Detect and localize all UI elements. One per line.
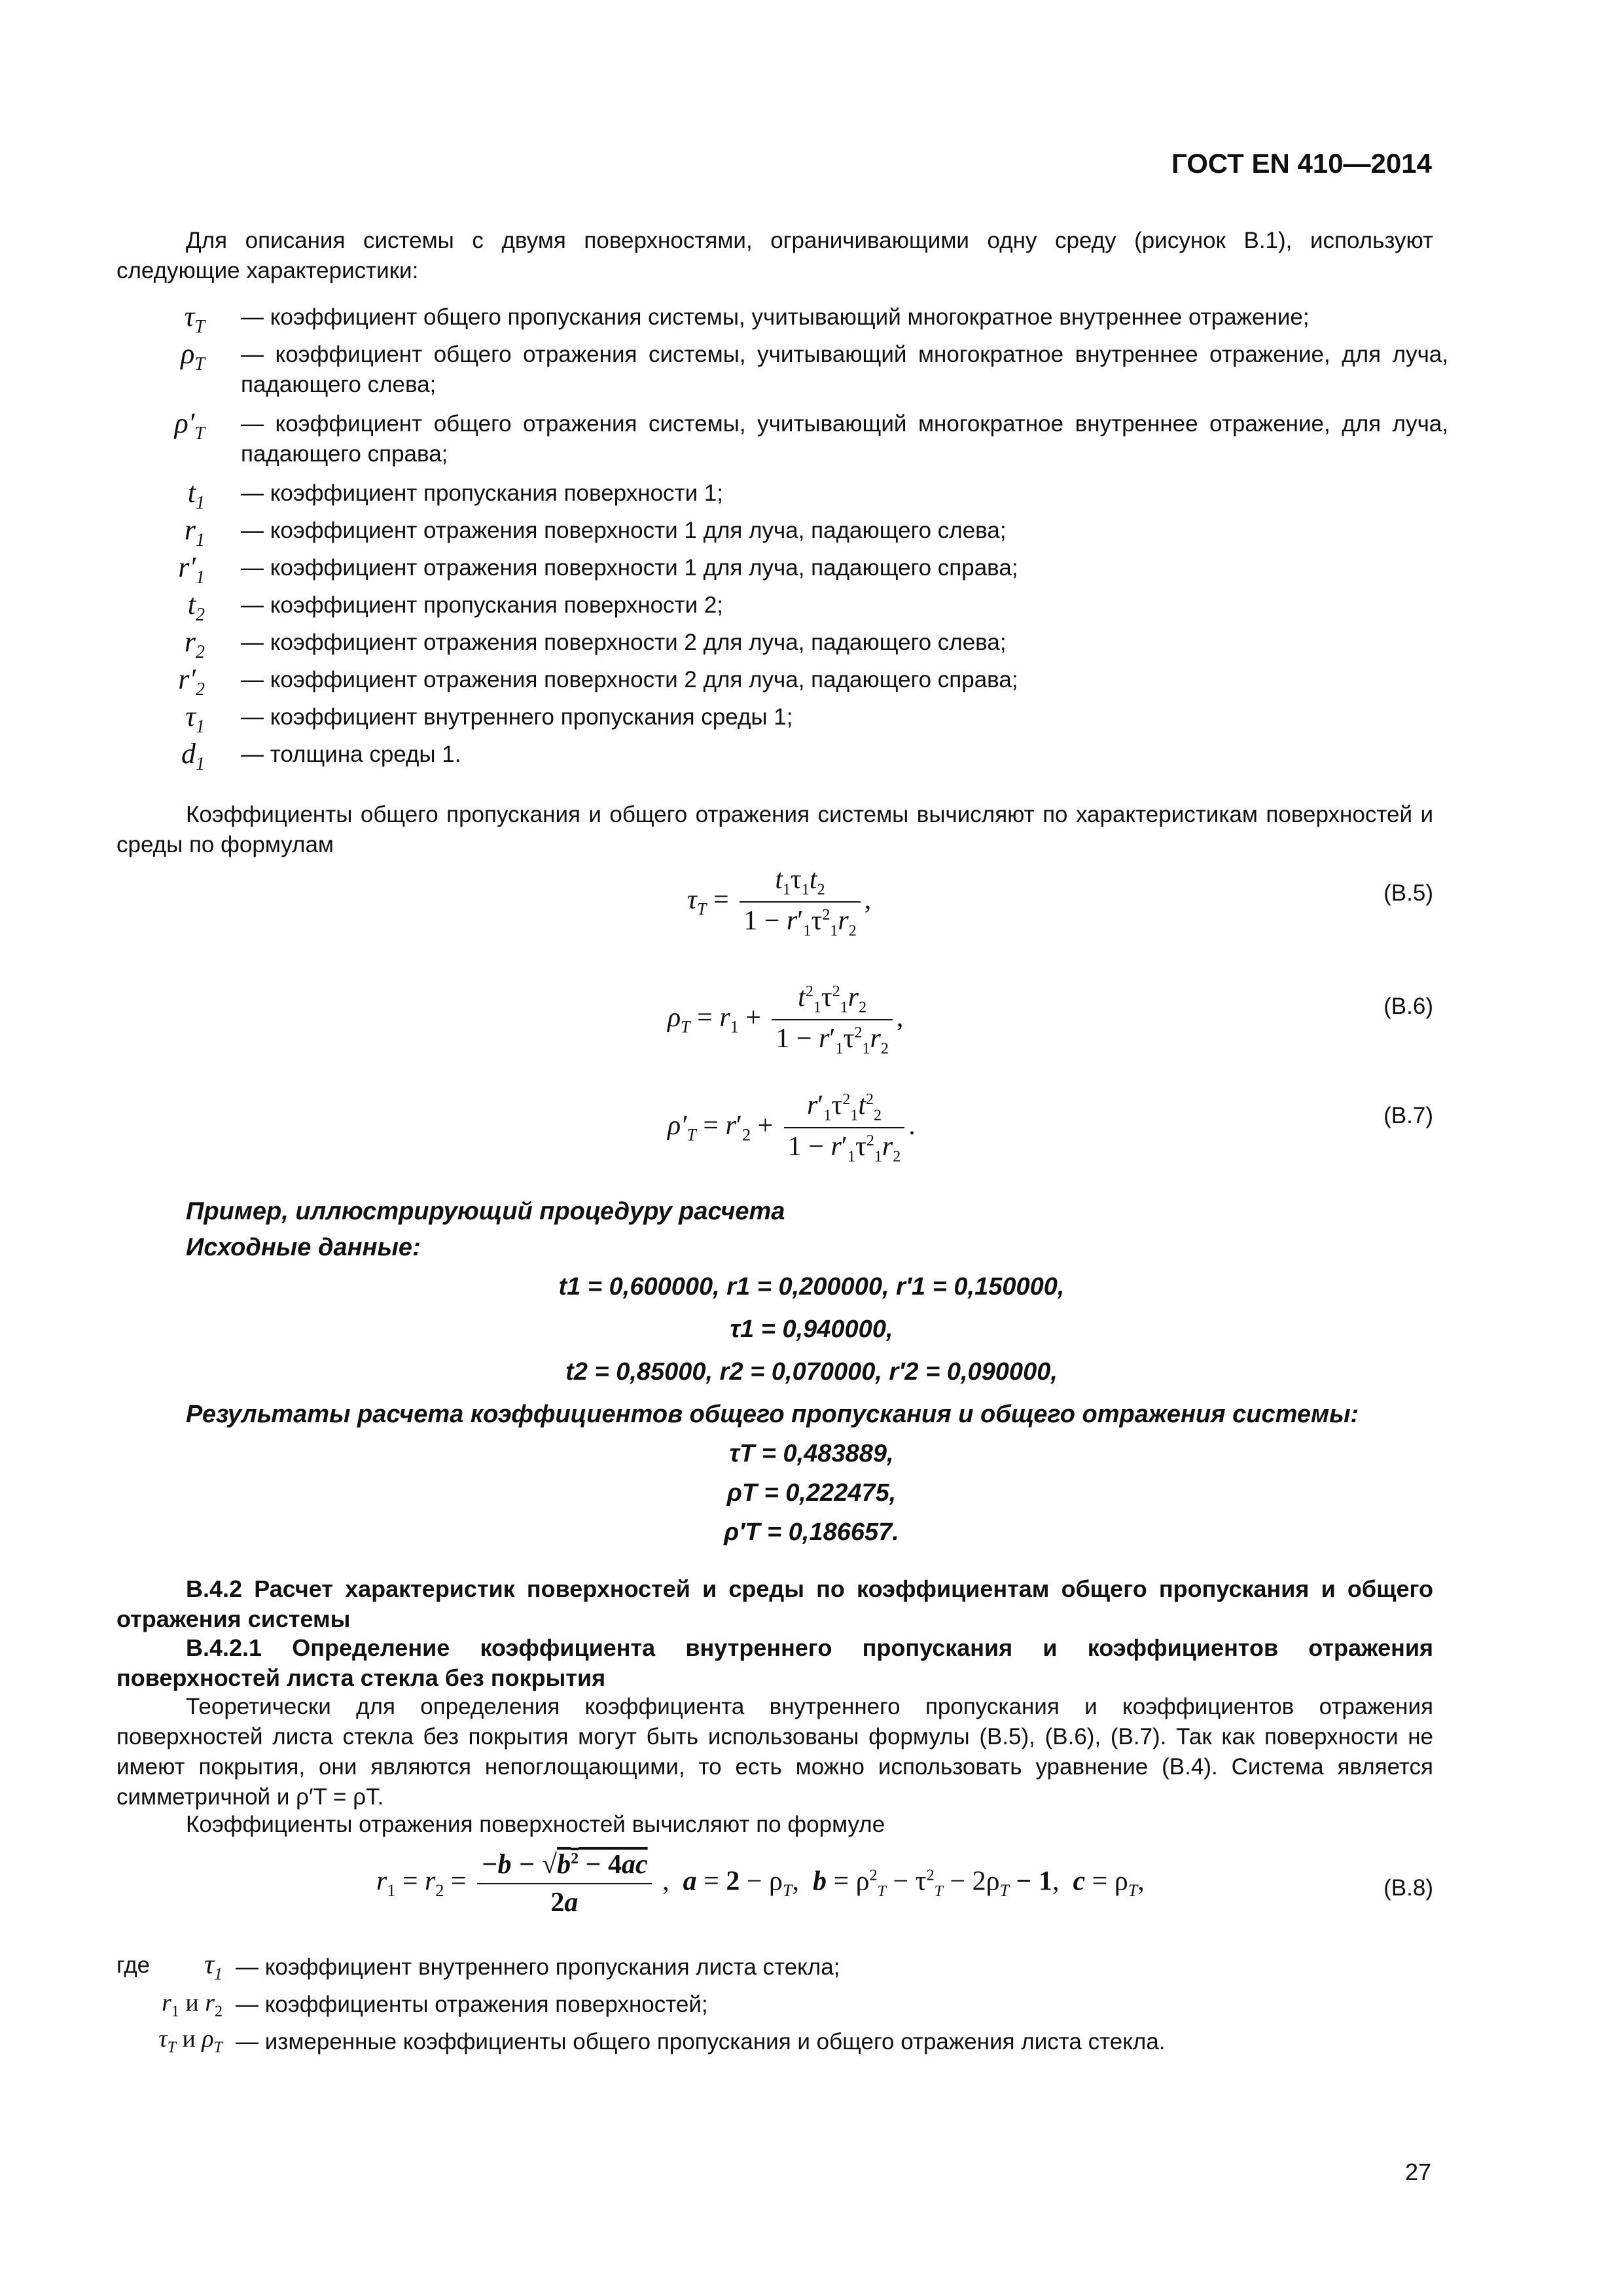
example-input-line: τ1 = 0,940000, [730,1316,893,1343]
section-heading-b42: В.4.2 Расчет характеристик поверхностей и среды по коэффициентам общего пропускания и общего отражения системы [116,1575,1433,1632]
example-input-line: t1 = 0,600000, r1 = 0,200000, r′1 = 0,150000, [558,1273,1065,1300]
def-symbol: $t_1$ [187,476,205,513]
def-symbol: $r'_2$ [178,663,205,700]
def-symbol: $r_1$ [184,514,205,550]
page-number: 27 [1404,2159,1431,2185]
def-symbol: $\rho'_T$ [174,407,205,444]
def-text: — коэффициент общего отражения системы, учитывающий многократное внутреннее отражение, для луча, падающего слева; [241,342,1448,397]
reflection-intro: Коэффициенты отражения поверхностей вычисляют по формуле [186,1812,885,1837]
example-result-line: ρT = 0,222475, [726,1479,897,1507]
example-input-line: t2 = 0,85000, r2 = 0,070000, r′2 = 0,090000, [565,1358,1058,1386]
equation-number: (В.5) [1383,880,1433,906]
formulas-intro-paragraph: Коэффициенты общего пропускания и общего отражения системы вычисляют по характеристикам поверхностей и среды по формулам [116,802,1433,857]
def-text: — коэффициент отражения поверхности 2 для луча, падающего справа; [241,667,1018,692]
def-symbol: $t_2$ [187,588,205,625]
example-result-line: ρ′T = 0,186657. [724,1518,899,1546]
def-symbol: $\rho_T$ [181,338,205,374]
where-symbol: $r_1$ и $r_2$ [162,1989,223,2020]
equation-b7: $\rho'_T = r'_2$ + $\frac{r'_1\tau^2_1t^2_2}{1 - r'_1\tau^2_1r_2}$ . [668,1090,916,1166]
where-text: — коэффициенты отражения поверхностей; [236,1992,708,2017]
def-text: — коэффициент отражения поверхности 2 для луча, падающего слева; [241,630,1007,655]
example-result-line: τT = 0,483889, [729,1440,894,1467]
def-symbol: $d_1$ [181,738,205,774]
where-symbol: $\tau_T$ и $\rho_T$ [158,2025,223,2056]
equation-b6: $\rho_T = r_1$ + $\frac{t^2_1\tau^2_1r_2}{1 - r'_1\tau^2_1r_2}$ , [668,982,904,1058]
def-text: — коэффициент пропускания поверхности 1; [241,480,724,506]
standard-header: ГОСТ EN 410—2014 [1171,148,1432,179]
example-title: Пример, иллюстрирующий процедуру расчета [186,1198,785,1225]
def-text: — коэффициент отражения поверхности 1 для луча, падающего справа; [241,555,1018,581]
def-symbol: $\tau_T$ [184,300,205,337]
equation-number: (В.8) [1383,1875,1433,1901]
def-text: — толщина среды 1. [241,742,461,767]
where-label: где [116,1952,151,1978]
intro-paragraph: Для описания системы с двумя поверхностями, ограничивающими одну среду (рисунок В.1), используют следующие характеристики: [116,228,1433,283]
where-text: — коэффициент внутреннего пропускания листа стекла; [236,1954,840,1980]
def-text: — коэффициент отражения поверхности 1 для луча, падающего слева; [241,518,1007,543]
equation-number: (В.6) [1383,994,1433,1019]
def-symbol: $r_2$ [184,626,205,662]
example-results-label: Результаты расчета коэффициентов общего пропускания и общего отражения системы: [186,1401,1359,1428]
def-text: — коэффициент пропускания поверхности 2; [241,592,724,618]
def-symbol: $\tau_1$ [185,700,205,737]
def-text: — коэффициент внутреннего пропускания среды 1; [241,704,793,730]
where-symbol: $\tau_1$ [204,1950,223,1984]
equation-number: (В.7) [1383,1103,1433,1128]
def-text: — коэффициент общего пропускания системы, учитывающий многократное внутреннее отражение; [241,304,1310,330]
equation-b5: $\tau_T$ = $\frac{t_1\tau_1t_2}{1 - r'_1\tau^2_1r_2}$ , [687,865,872,940]
section-heading-b421: В.4.2.1 Определение коэффициента внутреннего пропускания и коэффициентов отражения поверхностей листа стекла без покрытия [116,1634,1433,1691]
def-symbol: $r'_1$ [178,551,205,588]
example-input-label: Исходные данные: [186,1234,421,1261]
where-text: — измеренные коэффициенты общего пропускания и общего отражения листа стекла. [236,2029,1166,2054]
equation-b8: $r_1 = r_2$ = $\frac{-b - √b^2 - 4ac}{2a}$ , $a = 2 - \rho_T$, $b = \rho^2_T - \tau^2_T - 2\rho_T - 1$, $c = \rho_T$, [376,1850,1145,1918]
def-text: — коэффициент общего отражения системы, учитывающий многократное внутреннее отражение, для луча, падающего справа; [241,411,1448,467]
theory-paragraph: Теоретически для определения коэффициента внутреннего пропускания и коэффициентов отражения поверхностей листа стекла без покрытия могут быть использованы формулы (В.5), (В.6), (В.7). Так как поверхности не имеют покрытия, они являются непоглощающими, то есть можно использовать уравнение (В.4). Система является симметричной и ρ′T = ρT. [116,1694,1433,1810]
